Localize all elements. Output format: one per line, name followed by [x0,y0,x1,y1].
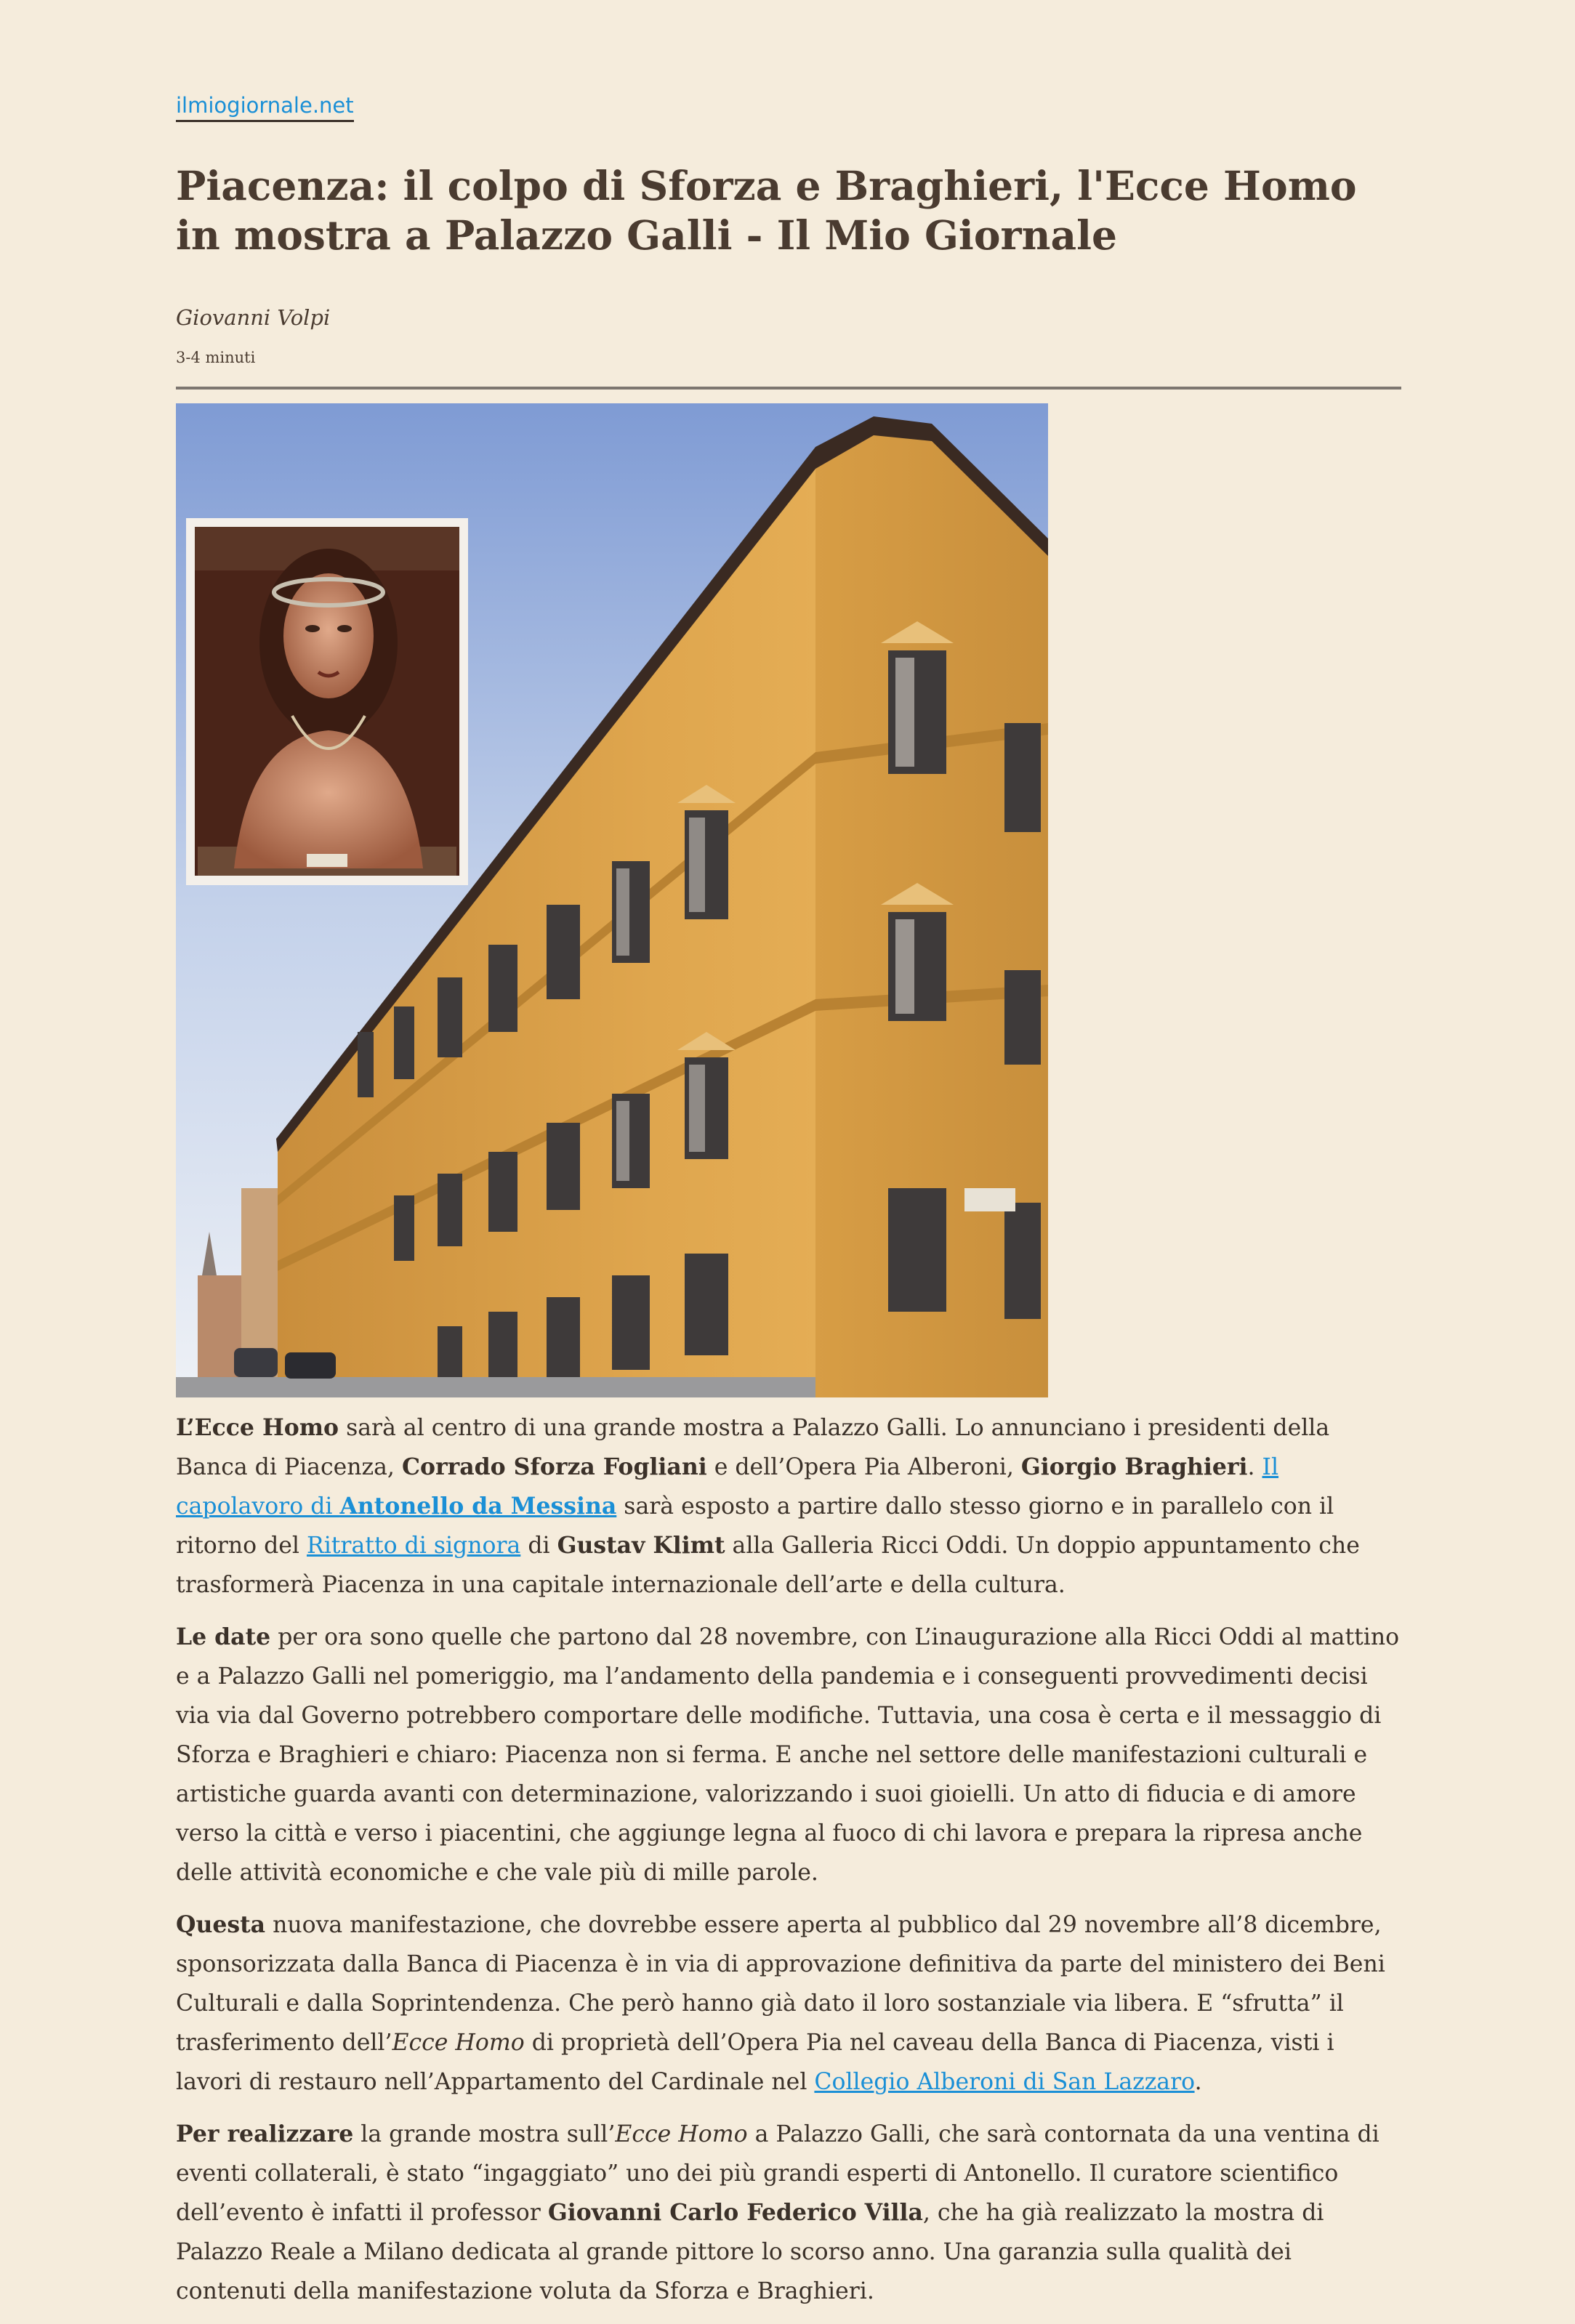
bold-text: Gustav Klimt [557,1532,725,1559]
link-ritratto-di-signora[interactable]: Ritratto di signora [306,1533,521,1559]
paragraph-text: . [1247,1454,1262,1480]
article-author: Giovanni Volpi [176,305,331,330]
lead-text: Per realizzare [176,2121,354,2147]
paragraph-text: di proprietà dell’Opera Pia nel caveau della Banca di Piacenza, visti i lavori di restauro nell’Appartamento del Cardinale nel [176,2030,1334,2095]
link-text-bold[interactable]: Antonello da Messina [339,1493,617,1520]
paragraph-text: a Palazzo Galli, che sarà contornata da una ventina di eventi collaterali, è stato “ingaggiato” uno dei più grandi esperti di Antonello. Il curatore scientifico dell’evento è infatti il professor [176,2121,1379,2226]
paragraph-2 [176,1618,1403,1892]
paragraph-1 [176,1408,1403,1605]
ecce-homo-inset [186,518,468,885]
reading-time: 3-4 minuti [176,349,256,366]
site-link[interactable]: ilmiogiornale.net [176,93,354,122]
paragraph-text: alla Galleria Ricci Oddi. Un doppio appuntamento che trasformerà Piacenza in una capitale internazionale dell’arte e della cultura. [176,1533,1360,1598]
paragraph-3 [176,1905,1403,2102]
paragraph-4 [176,2115,1403,2311]
bold-text: Giovanni Carlo Federico Villa [547,2199,923,2226]
paragraph-text: per ora sono quelle che partono dal 28 novembre, con L’inaugurazione alla Ricci Oddi al mattino e a Palazzo Galli nel pomeriggio, ma l’andamento della pandemia e i conseguenti provvedimenti decisi via via dal Governo potrebbero comportare delle modifiche. Tuttavia, una cosa è certa e il messaggio di Sforza e Braghieri e chiaro: Piacenza non si ferma. E anche nel settore delle manifestazioni culturali e artistiche guarda avanti con determinazione, valorizzando i suoi gioielli. Un atto di fiducia e di amore verso la città e verso i piacentini, che aggiunge legna al fuoco di chi lavora e prepara la ripresa anche delle attività economiche e che vale più di mille parole. [176,1624,1400,1886]
paragraph-text: sarà esposto a partire dallo stesso giorno e in parallelo con il ritorno del [176,1493,1334,1559]
paragraph-text: e dell’Opera Pia Alberoni, [706,1454,1021,1480]
paragraph-text: la grande mostra sull’ [353,2121,616,2147]
lead-text: Le date [176,1623,271,1650]
lead-text: Questa [176,1911,266,1938]
lead-text: L’Ecce Homo [176,1414,339,1441]
italic-text: Ecce Homo [392,2030,525,2056]
paragraph-text: , che ha già realizzato la mostra di Palazzo Reale a Milano dedicata al grande pittore lo scorso anno. Una garanzia sulla qualità dei contenuti della manifestazione voluta da Sforza e Braghieri. [176,2200,1324,2304]
header-divider [176,387,1401,390]
paragraph-text: nuova manifestazione, che dovrebbe essere aperta al pubblico dal 29 novembre all’8 dicembre, sponsorizzata dalla Banca di Piacenza è in via di approvazione definitiva da parte del ministero dei Beni Culturali e dalla Soprintendenza. Che però hanno già dato il loro sostanziale via libera. E “sfrutta” il trasferimento dell’ [176,1912,1385,2056]
link-collegio-alberoni[interactable]: Collegio Alberoni di San Lazzaro [814,2069,1195,2095]
article-title: Piacenza: il colpo di Sforza e Braghieri, l'Ecce Homo in mostra a Palazzo Galli - Il Mio Giornale [176,162,1357,259]
hero-image [176,403,1048,1397]
bold-text: Corrado Sforza Fogliani [401,1453,707,1480]
article-body [176,1408,1403,2324]
paragraph-text: . [1194,2069,1202,2095]
paragraph-text: di [520,1533,557,1559]
italic-text: Ecce Homo [615,2121,748,2147]
paragraph-text: sarà al centro di una grande mostra a Palazzo Galli. Lo annunciano i presidenti della Banca di Piacenza, [176,1415,1330,1480]
link-text[interactable]: Il capolavoro di [176,1454,1279,1520]
palazzo-galli-photo [176,403,1048,1397]
bold-text: Giorgio Braghieri [1020,1453,1248,1480]
